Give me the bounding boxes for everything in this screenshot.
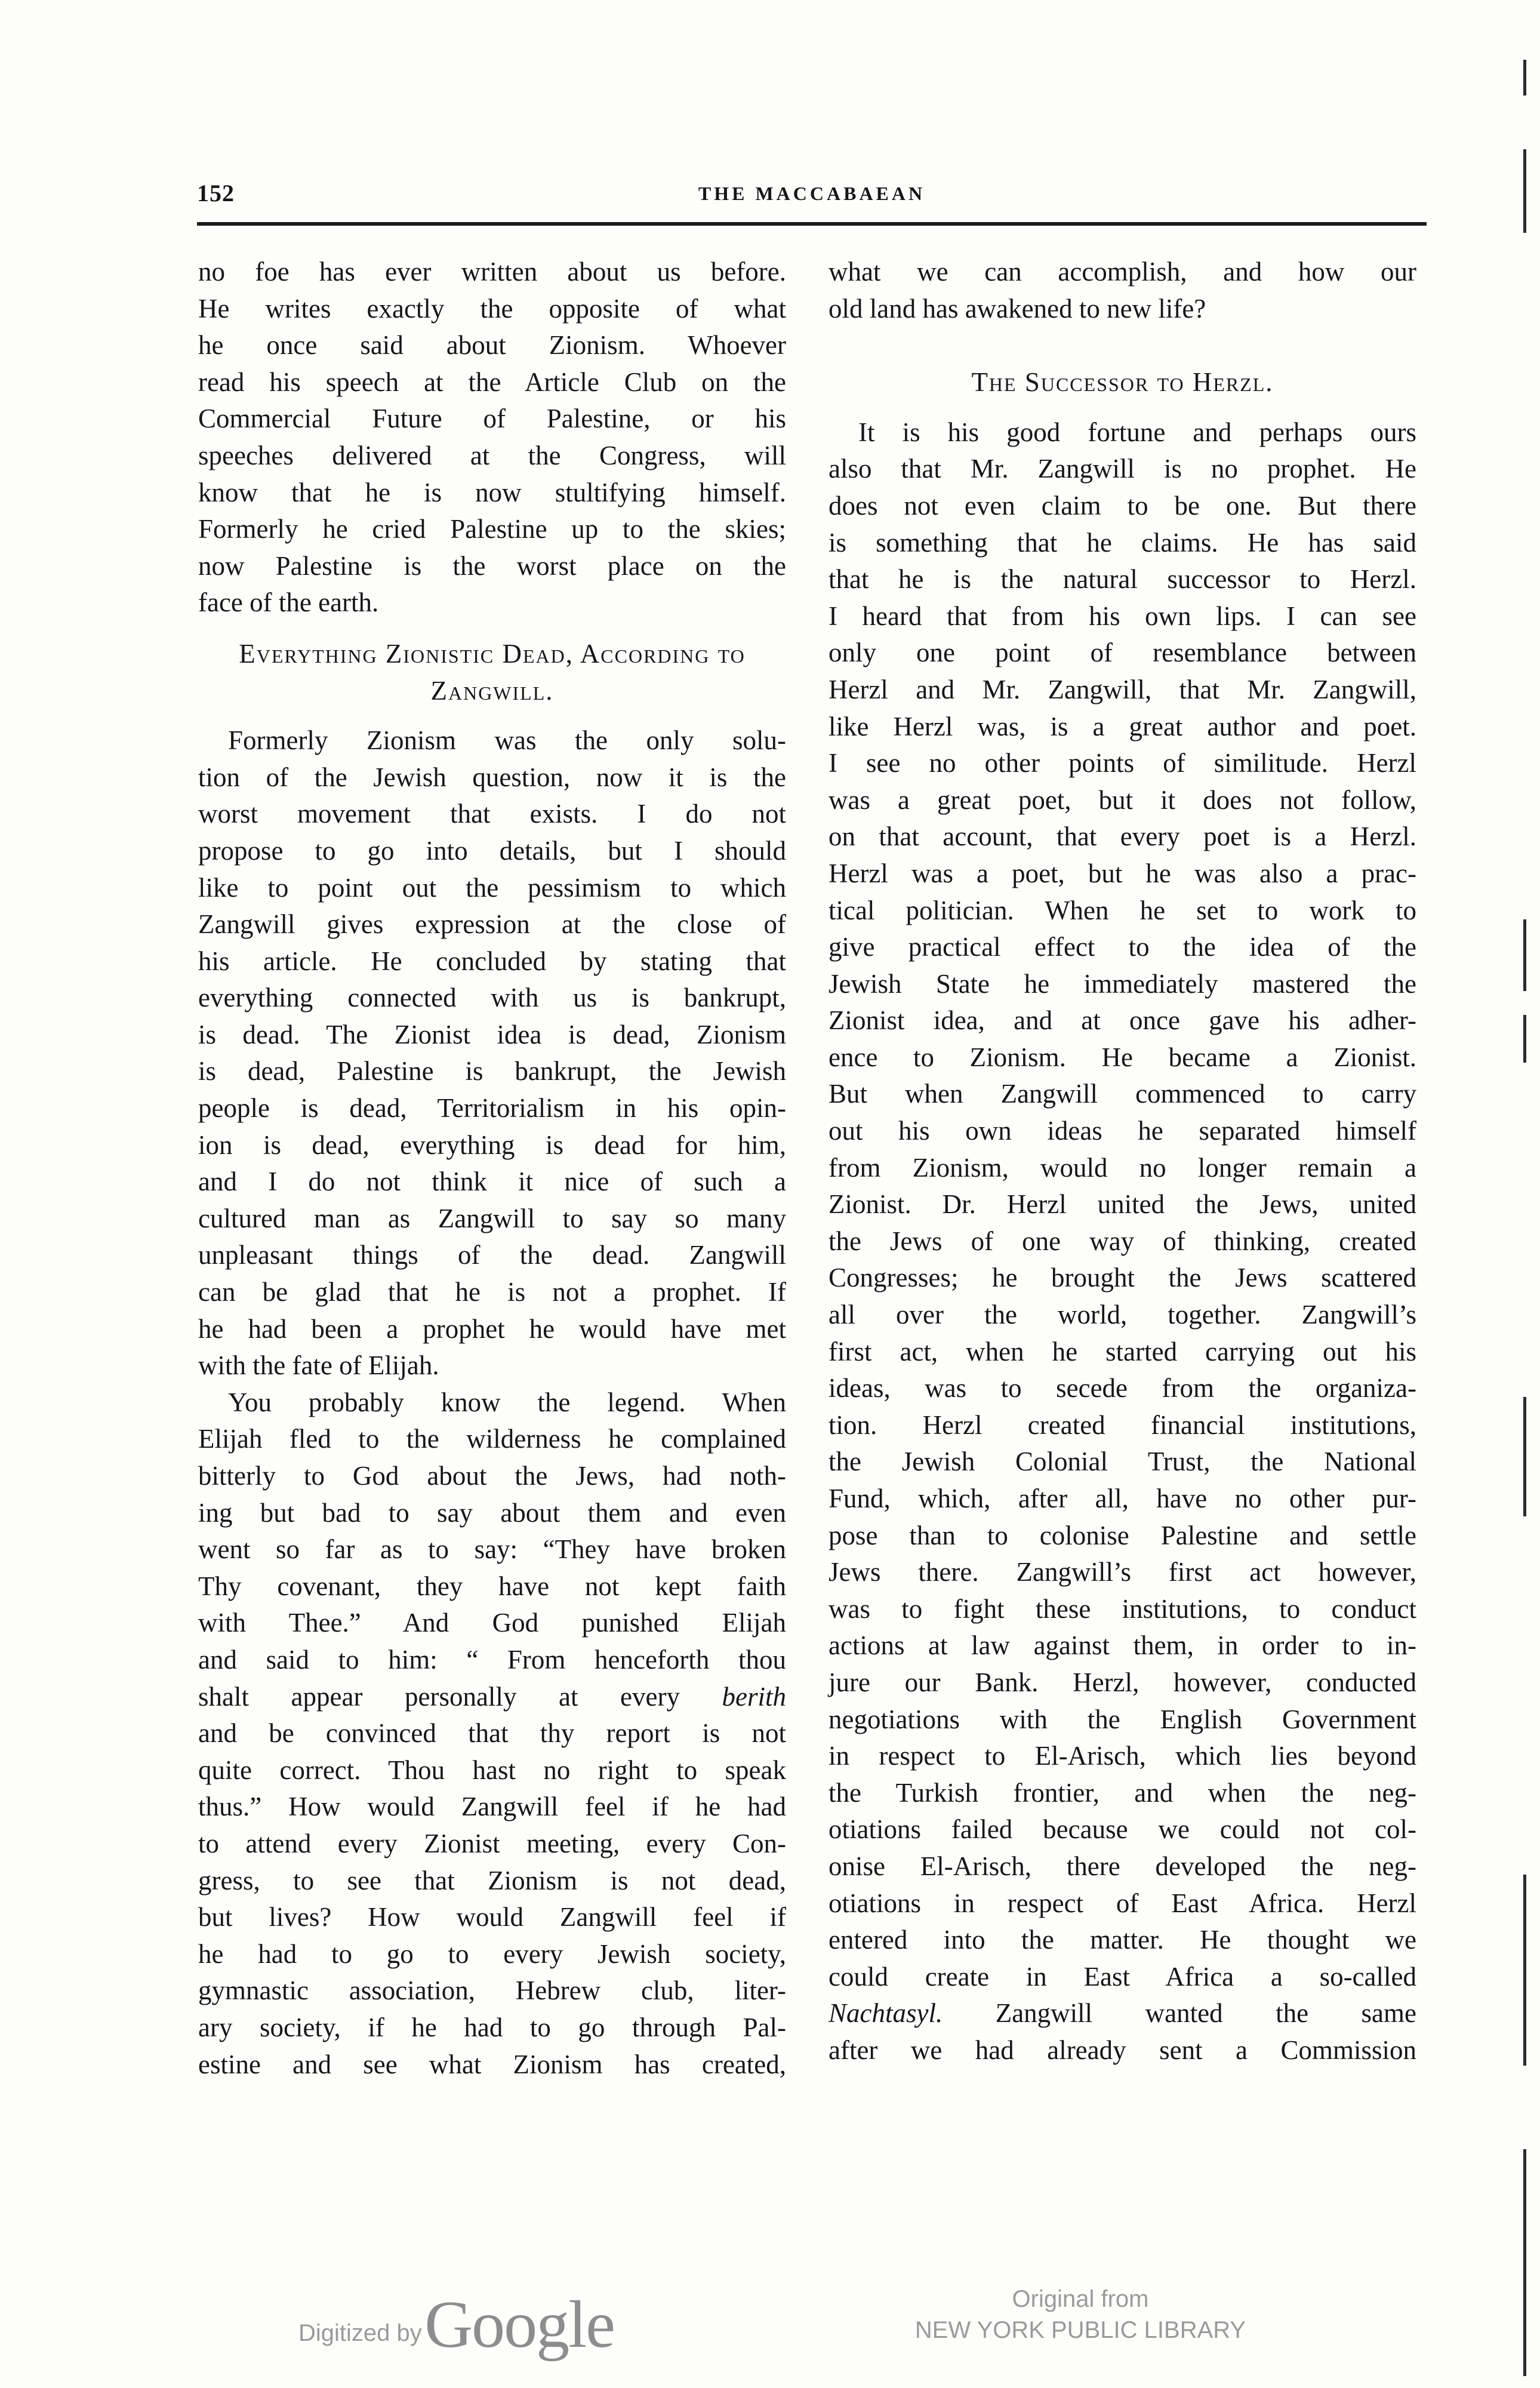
text-line: Nachtasyl. Zangwill wanted the same: [828, 1998, 1416, 2029]
text-line: he had to go to every Jewish society,: [198, 1938, 786, 1969]
text-line: bitterly to God about the Jews, had noth-: [198, 1461, 786, 1491]
text-line: entered into the matter. He thought we: [828, 1925, 1416, 1955]
text-line: with Thee.” And God punished Elijah: [198, 1608, 786, 1638]
text-line: he had been a prophet he would have met: [198, 1313, 786, 1344]
text-line: from Zionism, would no longer remain a: [828, 1152, 1416, 1183]
text-line: unpleasant things of the dead. Zangwill: [198, 1240, 786, 1270]
text-line: negotiations with the English Government: [828, 1704, 1416, 1734]
text-line: It is his good fortune and perhaps ours: [858, 417, 1416, 447]
spacer: [828, 327, 1416, 364]
text-line: to attend every Zionist meeting, every Con-: [198, 1828, 786, 1858]
text-line: and I do not think it nice of such a: [198, 1167, 786, 1197]
scan-edge-mark: [1523, 1875, 1526, 2066]
text-line: shalt appear personally at every berith: [198, 1681, 786, 1712]
text-line: But when Zangwill commenced to carry: [828, 1079, 1416, 1109]
text-line: Fund, which, after all, have no other pur-: [828, 1484, 1416, 1513]
text-line: is dead, Palestine is bankrupt, the Jewish: [198, 1056, 786, 1087]
text-line: He writes exactly the opposite of what: [198, 293, 786, 324]
text-line: pose than to colonise Palestine and settle: [828, 1520, 1416, 1550]
text-line: tical politician. When he set to work to: [828, 895, 1416, 925]
text-line: actions at law against them, in order to in-: [828, 1630, 1416, 1661]
text-line: ion is dead, everything is dead for him,: [198, 1130, 786, 1160]
text-line: no foe has ever written about us before.: [198, 257, 786, 287]
text-line: propose to go into details, but I should: [198, 835, 786, 866]
text-line: after we had already sent a Commission: [828, 2035, 1416, 2065]
text-line: quite correct. Thou hast no right to speak: [198, 1755, 786, 1785]
text-line: everything connected with us is bankrupt,: [198, 983, 786, 1013]
right-column: [828, 254, 1416, 2069]
text-line: You probably know the legend. When: [228, 1387, 786, 1417]
text-line: can be glad that he is not a prophet. If: [198, 1277, 786, 1307]
text-line: all over the world, together. Zangwill’s: [828, 1300, 1416, 1330]
text-line: Elijah fled to the wilderness he complained: [198, 1424, 786, 1454]
digitized-by-watermark: [298, 2287, 614, 2364]
text-line: jure our Bank. Herzl, however, conducted: [828, 1667, 1416, 1697]
scan-edge-mark: [1523, 919, 1526, 991]
running-head: THE MACCABAEAN: [698, 183, 926, 204]
text-line: the Jews of one way of thinking, created: [828, 1226, 1416, 1256]
text-line: estine and see what Zionism has created,: [198, 2049, 786, 2079]
text-line: tion of the Jewish question, now it is the: [198, 762, 786, 792]
original-from-text: Original from: [1012, 2286, 1149, 2312]
text-line: is something that he claims. He has said: [828, 527, 1416, 558]
text-line: but lives? How would Zangwill feel if: [198, 1902, 786, 1932]
text-line: he once said about Zionism. Whoever: [198, 330, 786, 361]
text-line: otiations in respect of East Africa. Herzl: [828, 1888, 1416, 1918]
google-logo: Google: [424, 2288, 614, 2362]
page-number: 152: [197, 180, 235, 207]
library-watermark: [889, 2284, 1271, 2346]
text-line: the Jewish Colonial Trust, the National: [828, 1447, 1416, 1477]
text-line: read his speech at the Article Club on the: [198, 367, 786, 397]
text-line: first act, when he started carrying out his: [828, 1336, 1416, 1367]
text-line: also that Mr. Zangwill is no prophet. He: [828, 454, 1416, 484]
text-line: Commercial Future of Palestine, or his: [198, 404, 786, 434]
text-line: old land has awakened to new life?: [828, 293, 1206, 324]
text-line: Herzl and Mr. Zangwill, that Mr. Zangwill,: [828, 674, 1416, 704]
text-line: in respect to El-Arisch, which lies beyond: [828, 1741, 1416, 1771]
text-line: gymnastic association, Hebrew club, liter-: [198, 1975, 786, 2006]
text-line: Herzl was a poet, but he was also a prac-: [828, 858, 1416, 888]
text-line: give practical effect to the idea of the: [828, 932, 1416, 962]
text-line: only one point of resemblance between: [828, 638, 1416, 668]
text-line: Thy covenant, they have not kept faith: [198, 1571, 786, 1601]
text-line: ing but bad to say about them and even: [198, 1497, 786, 1528]
left-column: [198, 254, 786, 2083]
text-line: his article. He concluded by stating that: [198, 946, 786, 976]
text-line: ence to Zionism. He became a Zionist.: [828, 1042, 1416, 1072]
text-line: and be convinced that thy report is not: [198, 1718, 786, 1749]
scan-edge-mark: [1523, 1397, 1526, 1516]
text-line: Zionist. Dr. Herzl united the Jews, united: [828, 1189, 1416, 1220]
text-line: Congresses; he brought the Jews scattered: [828, 1263, 1416, 1293]
text-line: tion. Herzl created financial institutions,: [828, 1410, 1416, 1440]
section-heading: Zangwill.: [430, 675, 554, 706]
text-line: does not even claim to be one. But there: [828, 490, 1416, 521]
digitized-by-text: Digitized by: [298, 2320, 422, 2346]
text-line: ideas, was to secede from the organiza-: [828, 1373, 1416, 1404]
text-line: Jews there. Zangwill’s first act however,: [828, 1557, 1416, 1587]
text-line: cultured man as Zangwill to say so many: [198, 1203, 786, 1233]
text-line: like Herzl was, is a great author and poet.: [828, 711, 1416, 741]
scan-edge-mark: [1523, 149, 1526, 233]
text-line: gress, to see that Zionism is not dead,: [198, 1865, 786, 1895]
text-line: is dead. The Zionist idea is dead, Zionism: [198, 1019, 786, 1050]
text-line: on that account, that every poet is a Herzl.: [828, 821, 1416, 852]
text-line: thus.” How would Zangwill feel if he had: [198, 1792, 786, 1822]
text-line: Zangwill gives expression at the close of: [198, 909, 786, 940]
page-header: [197, 179, 1427, 215]
text-line: people is dead, Territorialism in his opin-: [198, 1093, 786, 1124]
text-line: with the fate of Elijah.: [198, 1350, 439, 1381]
text-line: Zionist idea, and at once gave his adher-: [828, 1005, 1416, 1036]
section-heading: The Successor to Herzl.: [971, 367, 1274, 398]
text-line: what we can accomplish, and how our: [828, 257, 1416, 287]
text-line: ary society, if he had to go through Pal-: [198, 2012, 786, 2042]
header-rule: [197, 222, 1427, 226]
text-line: that he is the natural successor to Herzl.: [828, 564, 1416, 595]
text-line: the Turkish frontier, and when the neg-: [828, 1777, 1416, 1808]
section-heading: Everything Zionistic Dead, According to: [239, 638, 746, 669]
text-line: could create in East Africa a so-called: [828, 1961, 1416, 1992]
text-line: and said to him: “ From henceforth thou: [198, 1644, 786, 1675]
text-line: I see no other points of similitude. Herzl: [828, 748, 1416, 778]
text-line: was to fight these institutions, to conduct: [828, 1593, 1416, 1624]
text-line: know that he is now stultifying himself.: [198, 477, 786, 507]
text-line: Formerly he cried Palestine up to the skies;: [198, 514, 786, 544]
text-line: went so far as to say: “They have broken: [198, 1534, 786, 1565]
text-line: otiations failed because we could not col-: [828, 1814, 1416, 1845]
scan-edge-mark: [1523, 2149, 1526, 2376]
text-line: now Palestine is the worst place on the: [198, 550, 786, 581]
scan-edge-mark: [1523, 1015, 1526, 1063]
text-line: onise El-Arisch, there developed the neg-: [828, 1851, 1416, 1881]
text-line: worst movement that exists. I do not: [198, 799, 786, 829]
text-line: speeches delivered at the Congress, will: [198, 440, 786, 470]
text-line: face of the earth.: [198, 587, 379, 618]
text-line: like to point out the pessimism to which: [198, 872, 786, 903]
library-name: NEW YORK PUBLIC LIBRARY: [914, 2317, 1246, 2343]
text-line: Formerly Zionism was the only solu-: [228, 725, 786, 756]
text-line: out his own ideas he separated himself: [828, 1116, 1416, 1146]
text-line: Jewish State he immediately mastered the: [828, 968, 1416, 999]
text-line: I heard that from his own lips. I can see: [828, 601, 1416, 631]
scan-edge-mark: [1523, 60, 1526, 96]
text-line: was a great poet, but it does not follow,: [828, 784, 1416, 815]
